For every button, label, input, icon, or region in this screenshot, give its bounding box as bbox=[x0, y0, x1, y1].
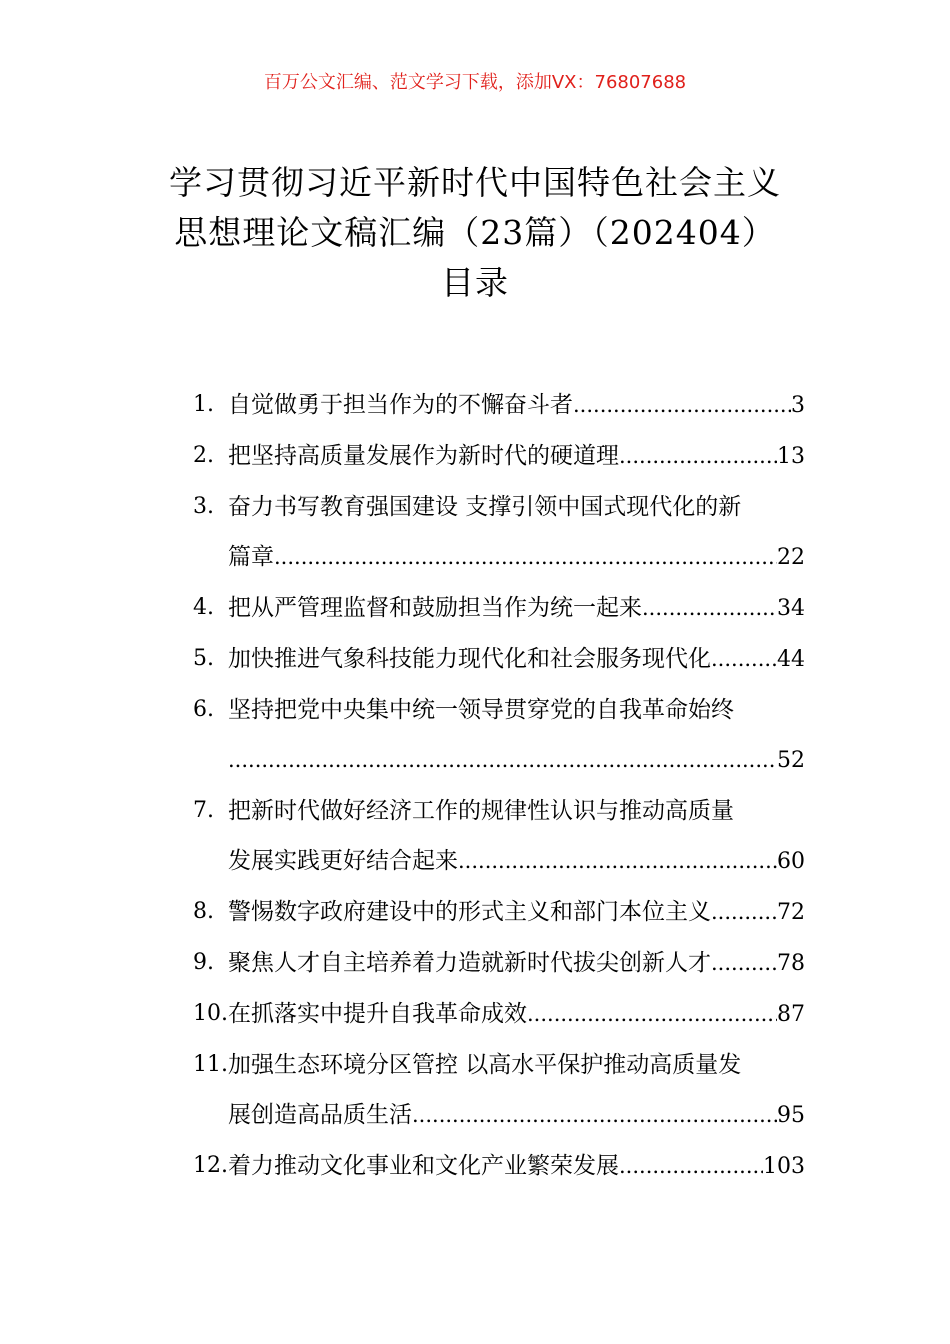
toc-entry-page: 72 bbox=[777, 900, 805, 925]
dot-leader bbox=[642, 583, 777, 633]
dot-leader bbox=[573, 380, 791, 430]
toc-entry-page: 87 bbox=[777, 1002, 805, 1027]
toc-entry[interactable] bbox=[193, 1040, 805, 1141]
title-line-1: 学习贯彻习近平新时代中国特色社会主义 bbox=[169, 163, 781, 202]
toc-entry[interactable] bbox=[193, 938, 805, 989]
toc-entry-title: 聚焦人才自主培养着力造就新时代拔尖创新人才 bbox=[228, 950, 711, 976]
dot-leader bbox=[412, 1090, 777, 1140]
toc-entry[interactable] bbox=[193, 380, 805, 431]
toc-entry-title: 奋力书写教育强国建设 支撑引领中国式现代化的新 bbox=[228, 494, 742, 520]
toc-entry-title: 把从严管理监督和鼓励担当作为统一起来 bbox=[228, 595, 642, 621]
toc-entry-page: 60 bbox=[777, 849, 805, 874]
toc-entry-number: 2. bbox=[193, 443, 214, 468]
toc-entry[interactable] bbox=[193, 786, 805, 887]
toc-entry-number: 8. bbox=[193, 899, 214, 924]
toc-entry[interactable] bbox=[193, 685, 805, 786]
header-download-note: 百万公文汇编、范文学习下载，添加VX：76807688 bbox=[263, 72, 687, 93]
document-title bbox=[0, 158, 950, 308]
toc-entry-page: 78 bbox=[777, 951, 805, 976]
dot-leader bbox=[458, 836, 777, 886]
title-line-2: 思想理论文稿汇编（23篇）（202404） bbox=[174, 213, 776, 252]
toc-entry-page: 52 bbox=[777, 748, 805, 773]
toc-entry-number: 7. bbox=[193, 798, 214, 823]
toc-entry-title: 自觉做勇于担当作为的不懈奋斗者 bbox=[228, 392, 573, 418]
toc-entry-title-continued: 发展实践更好结合起来 bbox=[228, 848, 458, 874]
toc-entry-page: 13 bbox=[777, 444, 805, 469]
dot-leader bbox=[619, 1141, 763, 1191]
toc-entry[interactable] bbox=[193, 431, 805, 482]
toc-entry-number: 4. bbox=[193, 595, 214, 620]
toc-entry-page: 22 bbox=[777, 545, 805, 570]
dot-leader bbox=[711, 938, 777, 988]
dot-leader bbox=[711, 887, 777, 937]
toc-entry-number: 1. bbox=[193, 392, 214, 417]
toc-entry[interactable] bbox=[193, 634, 805, 685]
toc-entry-title: 把坚持高质量发展作为新时代的硬道理 bbox=[228, 443, 619, 469]
toc-entry-number: 3. bbox=[193, 494, 214, 519]
toc-entry-title: 把新时代做好经济工作的规律性认识与推动高质量 bbox=[228, 798, 734, 824]
toc-entry-title: 在抓落实中提升自我革命成效 bbox=[228, 1001, 527, 1027]
toc-entry-title-continued: 篇章 bbox=[228, 544, 274, 570]
toc-entry-title-continued: 展创造高品质生活 bbox=[228, 1102, 412, 1128]
toc-entry-page: 3 bbox=[791, 393, 805, 418]
toc-entry-number: 5. bbox=[193, 646, 214, 671]
dot-leader bbox=[228, 735, 777, 785]
toc-entry-page: 44 bbox=[777, 647, 805, 672]
dot-leader bbox=[619, 431, 777, 481]
toc-entry-page: 34 bbox=[777, 596, 805, 621]
toc-entry-number: 6. bbox=[193, 697, 214, 722]
table-of-contents bbox=[193, 380, 805, 1192]
toc-entry[interactable] bbox=[193, 1141, 805, 1192]
toc-entry-number: 12. bbox=[193, 1153, 228, 1178]
toc-entry[interactable] bbox=[193, 482, 805, 583]
toc-entry-title: 坚持把党中央集中统一领导贯穿党的自我革命始终 bbox=[228, 697, 734, 723]
toc-entry-title: 加强生态环境分区管控 以高水平保护推动高质量发 bbox=[228, 1052, 742, 1078]
toc-entry-page: 103 bbox=[763, 1154, 805, 1179]
toc-entry-number: 9. bbox=[193, 950, 214, 975]
toc-entry[interactable] bbox=[193, 989, 805, 1040]
dot-leader bbox=[274, 532, 777, 582]
toc-entry-title: 着力推动文化事业和文化产业繁荣发展 bbox=[228, 1153, 619, 1179]
toc-entry-number: 11. bbox=[193, 1052, 228, 1077]
toc-heading: 目录 bbox=[441, 263, 509, 302]
dot-leader bbox=[711, 634, 777, 684]
toc-entry[interactable] bbox=[193, 583, 805, 634]
toc-entry-title: 加快推进气象科技能力现代化和社会服务现代化 bbox=[228, 646, 711, 672]
toc-entry[interactable] bbox=[193, 887, 805, 938]
toc-entry-number: 10. bbox=[193, 1001, 228, 1026]
dot-leader bbox=[527, 989, 777, 1039]
toc-entry-title: 警惕数字政府建设中的形式主义和部门本位主义 bbox=[228, 899, 711, 925]
toc-entry-page: 95 bbox=[777, 1103, 805, 1128]
